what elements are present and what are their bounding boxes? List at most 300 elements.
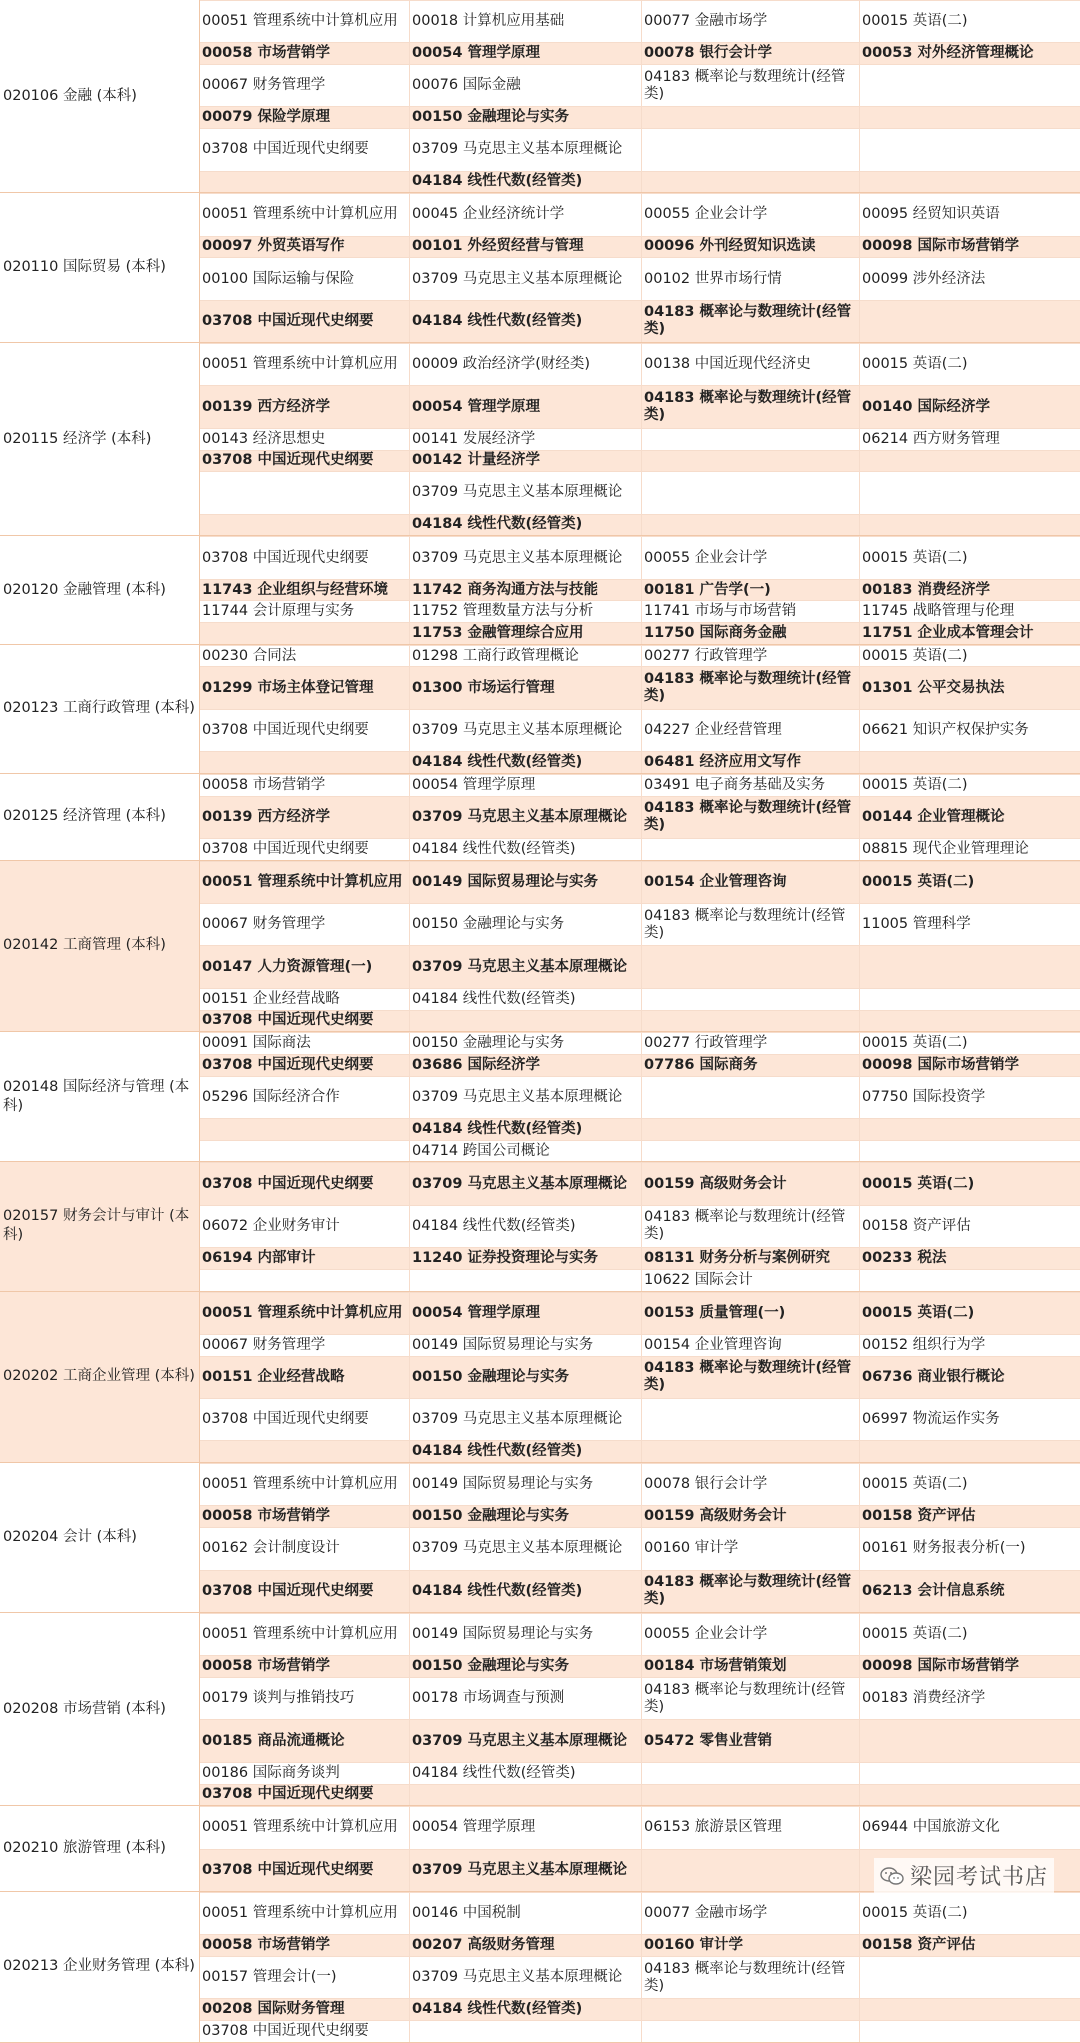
table-row [200,1998,1080,2020]
course-cell: 00159 高级财务会计 [642,1506,860,1527]
course-cell: 06153 旅游景区管理 [642,1807,860,1848]
course-cell [860,1720,1080,1761]
major-group [0,536,1080,644]
table-row [200,1140,1080,1162]
course-cell [642,1763,860,1784]
course-cell [200,623,410,644]
course-cell: 00161 财务报表分析(一) [862,1540,1026,1557]
course-cell [642,429,860,450]
course-cell: 00179 谈判与推销技巧 [200,1678,410,1719]
table-row [200,64,1080,106]
major-group [0,774,1080,861]
course-cell [860,1957,1080,1998]
course-cell: 00184 市场营销策划 [642,1656,860,1677]
course-cell [642,515,860,536]
course-cell: 00078 银行会计学 [642,43,860,64]
course-cell: 03709 马克思主义基本原理概论 [410,1528,642,1569]
course-cell: 00150 金融理论与实务 [410,904,642,945]
course-cell: 03709 马克思主义基本原理概论 [410,1077,642,1118]
course-cell: 04183 概率论与数理统计(经管类) [642,386,860,427]
major-group [0,1892,1080,2043]
course-cell: 00055 企业会计学 [642,194,860,235]
course-cell [200,1441,410,1462]
course-cell: 00153 质量管理(一) [642,1293,860,1334]
watermark-text: 梁园考试书店 [909,1865,1048,1890]
course-cell: 00151 企业经营战略 [200,1357,410,1398]
course-cell: 03708 中国近现代史纲要 [200,839,410,860]
course-cell [860,172,1080,193]
table-row [200,709,1080,751]
table-row [200,1076,1080,1118]
course-cell [642,1141,860,1162]
major-name: 020120 金融管理 (本科) [0,536,200,643]
course-cell [642,172,860,193]
course-cell: 06481 经济应用文写作 [642,752,860,773]
course-cell: 00277 行政管理学 [642,1033,860,1054]
course-cell [642,839,860,860]
course-cell: 00162 会计制度设计 [200,1528,410,1569]
course-cell: 11005 管理科学 [862,916,971,933]
course-cell: 00051 管理系统中计算机应用 [200,344,410,385]
course-cell: 11753 金融管理综合应用 [410,623,642,644]
table-row [200,1892,1080,1934]
course-cell: 03708 中国近现代史纲要 [200,2021,410,2042]
course-cell: 00015 英语(二) [862,1905,968,1922]
table-row [200,236,1080,258]
course-cell [860,1441,1080,1462]
course-cell: 00051 管理系统中计算机应用 [200,1614,410,1655]
major-name: 020157 财务会计与审计 (本科) [0,1162,200,1290]
course-cell [860,451,1080,472]
course-cell: 03709 马克思主义基本原理概论 [410,537,642,578]
major-group [0,0,1080,193]
course-cell: 06621 知识产权保护实务 [862,722,1029,739]
course-cell: 00077 金融市场学 [642,1893,860,1934]
course-cell [642,1077,860,1118]
course-cell: 06214 西方财务管理 [862,430,1000,447]
course-cell: 03709 马克思主义基本原理概论 [410,1957,642,1998]
course-cell: 00015 英语(二) [862,1626,968,1643]
course-cell: 00079 保险学原理 [200,107,410,128]
course-cell: 00154 企业管理咨询 [642,1335,860,1356]
course-cell: 00150 金融理论与实务 [410,1033,642,1054]
course-cell: 04184 线性代数(经管类) [410,172,642,193]
course-cell: 07750 国际投资学 [862,1088,986,1105]
major-group [0,861,1080,1033]
course-cell: 00160 审计学 [642,1935,860,1956]
course-cell: 04184 线性代数(经管类) [410,752,642,773]
table-row [200,1247,1080,1269]
course-cell: 03709 马克思主义基本原理概论 [410,258,642,299]
course-cell [200,172,410,193]
course-cell: 00054 管理学原理 [410,1293,642,1334]
course-cell: 00158 资产评估 [862,1217,971,1234]
course-cell: 00058 市场营销学 [200,1656,410,1677]
course-cell: 04714 跨国公司概论 [410,1141,642,1162]
table-row [200,193,1080,235]
course-cell: 11751 企业成本管理会计 [862,624,1034,641]
course-cell [860,1270,1080,1291]
table-row [200,1527,1080,1569]
course-cell [860,752,1080,773]
major-group [0,1032,1080,1162]
course-cell [642,1441,860,1462]
table-row [200,1334,1080,1356]
course-cell [860,2021,1080,2042]
course-cell [200,752,410,773]
course-cell: 00015 英语(二) [862,647,968,664]
course-cell: 00015 英语(二) [862,549,968,566]
course-cell [642,1399,860,1440]
course-cell: 00009 政治经济学(财经类) [410,344,642,385]
course-cell: 03709 马克思主义基本原理概论 [410,797,642,838]
major-group [0,645,1080,774]
course-cell: 00067 财务管理学 [200,904,410,945]
course-cell: 06213 会计信息系统 [862,1582,1005,1599]
course-cell: 05296 国际经济合作 [200,1077,410,1118]
course-cell [860,515,1080,536]
major-name: 020208 市场营销 (本科) [0,1613,200,1805]
table-row [200,1032,1080,1054]
course-cell: 00051 管理系统中计算机应用 [200,862,410,903]
course-cell: 00207 高级财务管理 [410,1935,642,1956]
course-cell [200,515,410,536]
course-cell: 00053 对外经济管理概论 [862,45,1034,62]
course-cell [642,989,860,1010]
course-cell: 03709 马克思主义基本原理概论 [410,1399,642,1440]
course-cell: 05472 零售业营销 [642,1720,860,1761]
table-row [200,1292,1080,1334]
course-cell [642,129,860,170]
course-cell: 01299 市场主体登记管理 [200,667,410,708]
course-cell: 04184 线性代数(经管类) [410,515,642,536]
table-row [200,1162,1080,1204]
table-row [200,1054,1080,1076]
course-cell: 03708 中国近现代史纲要 [200,301,410,342]
table-row [200,42,1080,64]
course-cell [200,1119,410,1140]
table-row [200,2020,1080,2042]
table-row [200,751,1080,773]
course-cell: 03708 中国近现代史纲要 [200,129,410,170]
course-cell: 00096 外刊经贸知识选读 [642,237,860,258]
course-cell: 00018 计算机应用基础 [410,1,642,42]
table-row [200,1613,1080,1655]
course-cell: 00139 西方经济学 [200,797,410,838]
course-cell: 00058 市场营销学 [200,1935,410,1956]
course-cell: 03708 中国近现代史纲要 [200,1850,410,1891]
course-cell [642,2021,860,2042]
course-cell: 01301 公平交易执法 [862,679,1005,696]
course-cell: 11743 企业组织与经营环境 [200,580,410,601]
course-cell [642,1011,860,1032]
course-cell: 00233 税法 [862,1250,947,1267]
table-row [200,1269,1080,1291]
course-cell: 03709 马克思主义基本原理概论 [410,710,642,751]
course-cell: 00076 国际金融 [410,65,642,106]
major-group [0,1463,1080,1613]
course-cell: 00099 涉外经济法 [862,270,986,287]
course-cell: 00150 金融理论与实务 [410,1506,642,1527]
major-group [0,1162,1080,1291]
course-cell: 03709 马克思主义基本原理概论 [410,1850,642,1891]
course-cell [860,129,1080,170]
course-cell: 00138 中国近现代经济史 [642,344,860,385]
table-row [200,343,1080,385]
course-cell: 00143 经济思想史 [200,429,410,450]
course-cell: 00015 英语(二) [862,1304,975,1321]
major-name: 020210 旅游管理 (本科) [0,1806,200,1891]
course-cell: 00098 国际市场营销学 [862,238,1019,255]
course-cell: 03709 马克思主义基本原理概论 [410,1163,642,1204]
table-row [200,1570,1080,1612]
course-cell: 04183 概率论与数理统计(经管类) [642,301,860,342]
table-row [200,1719,1080,1761]
table-row [200,903,1080,945]
course-cell: 00067 财务管理学 [200,1335,410,1356]
course-cell: 00054 管理学原理 [410,1807,642,1848]
course-cell: 04227 企业经营管理 [642,710,860,751]
course-cell: 03708 中国近现代史纲要 [200,1011,410,1032]
course-cell [860,65,1080,106]
course-cell [410,1011,642,1032]
course-cell: 03708 中国近现代史纲要 [200,537,410,578]
course-cell: 00077 金融市场学 [642,1,860,42]
table-row [200,861,1080,903]
course-cell: 10622 国际会计 [642,1270,860,1291]
course-cell [860,1119,1080,1140]
table-row [200,428,1080,450]
table-row [200,171,1080,193]
course-cell [860,1763,1080,1784]
course-cell: 06736 商业银行概论 [862,1368,1005,1385]
table-row [200,796,1080,838]
course-cell: 00178 市场调查与预测 [410,1678,642,1719]
course-cell: 00102 世界市场行情 [642,258,860,299]
course-cell: 04184 线性代数(经管类) [410,301,642,342]
course-cell [860,989,1080,1010]
course-cell: 00067 财务管理学 [200,65,410,106]
course-cell: 00208 国际财务管理 [200,1999,410,2020]
course-cell [860,946,1080,987]
table-row [200,0,1080,42]
course-cell: 00054 管理学原理 [410,43,642,64]
major-name: 020148 国际经济与管理 (本科) [0,1032,200,1161]
course-cell: 00078 银行会计学 [642,1464,860,1505]
course-cell [642,946,860,987]
course-cell: 08815 现代企业管理理论 [862,840,1029,857]
table-row [200,1356,1080,1398]
major-name: 020204 会计 (本科) [0,1463,200,1612]
wechat-icon [880,1867,904,1885]
course-cell [860,472,1080,513]
table-row [200,106,1080,128]
major-name: 020123 工商行政管理 (本科) [0,645,200,773]
course-cell: 00058 市场营销学 [200,1506,410,1527]
course-cell: 07786 国际商务 [642,1055,860,1076]
course-cell [410,1785,642,1806]
course-cell: 00154 企业管理咨询 [642,862,860,903]
table-row [200,300,1080,342]
course-cell: 00146 中国税制 [410,1893,642,1934]
course-cell: 00151 企业经营战略 [200,989,410,1010]
course-cell: 00051 管理系统中计算机应用 [200,1293,410,1334]
course-cell: 03709 马克思主义基本原理概论 [410,129,642,170]
course-cell: 04183 概率论与数理统计(经管类) [642,904,860,945]
table-row [200,1463,1080,1505]
major-group [0,1613,1080,1806]
course-cell: 03708 中国近现代史纲要 [200,1399,410,1440]
course-cell: 03708 中国近现代史纲要 [200,710,410,751]
major-name: 020142 工商管理 (本科) [0,861,200,1032]
table-row [200,622,1080,644]
course-cell: 03708 中国近现代史纲要 [200,1785,410,1806]
course-cell: 04184 线性代数(经管类) [410,1119,642,1140]
table-row [200,1655,1080,1677]
course-cell: 00149 国际贸易理论与实务 [410,1614,642,1655]
course-cell: 00150 金融理论与实务 [410,107,642,128]
course-cell: 11742 商务沟通方法与技能 [410,580,642,601]
table-row [200,257,1080,299]
course-cell: 04183 概率论与数理统计(经管类) [642,667,860,708]
course-cell: 00015 英语(二) [862,776,968,793]
course-cell: 04183 概率论与数理统计(经管类) [642,1571,860,1612]
course-cell: 00098 国际市场营销学 [862,1056,1019,1073]
course-cell: 11750 国际商务金融 [642,623,860,644]
course-cell: 03709 马克思主义基本原理概论 [410,946,642,987]
major-group [0,1292,1080,1464]
course-cell: 00181 广告学(一) [642,580,860,601]
major-group [0,343,1080,536]
course-cell: 04183 概率论与数理统计(经管类) [642,1678,860,1719]
course-cell: 00058 市场营销学 [200,775,410,796]
course-cell: 00101 外经贸经营与管理 [410,237,642,258]
major-name: 020110 国际贸易 (本科) [0,193,200,342]
course-cell: 00051 管理系统中计算机应用 [200,1893,410,1934]
major-name: 020115 经济学 (本科) [0,343,200,535]
course-cell: 00015 英语(二) [862,873,975,890]
course-cell [860,1785,1080,1806]
course-cell [642,1850,860,1891]
major-name: 020125 经济管理 (本科) [0,774,200,860]
table-row [200,1010,1080,1032]
course-cell [410,2021,642,2042]
course-cell [642,1999,860,2020]
course-cell: 03708 中国近现代史纲要 [200,1571,410,1612]
course-cell: 03708 中国近现代史纲要 [200,1055,410,1076]
course-cell: 00149 国际贸易理论与实务 [410,862,642,903]
course-cell: 00150 金融理论与实务 [410,1357,642,1398]
course-cell: 00186 国际商务谈判 [200,1763,410,1784]
course-cell: 04183 概率论与数理统计(经管类) [642,65,860,106]
course-cell [200,1141,410,1162]
course-cell: 04183 概率论与数理统计(经管类) [642,1957,860,1998]
table-row [200,1440,1080,1462]
course-cell: 00149 国际贸易理论与实务 [410,1335,642,1356]
table-row [200,1205,1080,1247]
course-cell: 00045 企业经济统计学 [410,194,642,235]
course-cell: 00150 金融理论与实务 [410,1656,642,1677]
course-cell: 04184 线性代数(经管类) [410,1763,642,1784]
table-row [200,666,1080,708]
course-cell [200,1270,410,1291]
course-cell: 03709 马克思主义基本原理概论 [410,1720,642,1761]
course-cell [860,1011,1080,1032]
table-row [200,1677,1080,1719]
course-cell: 00149 国际贸易理论与实务 [410,1464,642,1505]
course-cell: 00051 管理系统中计算机应用 [200,1464,410,1505]
course-cell: 04184 线性代数(经管类) [410,1999,642,2020]
course-cell [860,1141,1080,1162]
course-cell: 03708 中国近现代史纲要 [200,1163,410,1204]
course-cell: 00054 管理学原理 [410,775,642,796]
course-cell: 00097 外贸英语写作 [200,237,410,258]
course-cell [860,301,1080,342]
course-cell: 00051 管理系统中计算机应用 [200,194,410,235]
table-row [200,450,1080,472]
table-row [200,536,1080,578]
course-cell: 00144 企业管理概论 [862,808,1005,825]
course-cell [410,1270,642,1291]
course-cell: 11744 会计原理与实务 [200,601,410,622]
course-cell: 03491 电子商务基础及实务 [642,775,860,796]
course-cell [642,1119,860,1140]
course-cell: 04183 概率论与数理统计(经管类) [642,1206,860,1247]
course-cell: 00158 资产评估 [862,1508,976,1525]
course-cell: 00055 企业会计学 [642,1614,860,1655]
course-cell: 04184 线性代数(经管类) [410,1441,642,1462]
major-name: 020213 企业财务管理 (本科) [0,1892,200,2042]
course-cell: 00157 管理会计(一) [200,1957,410,1998]
table-row [200,128,1080,170]
course-cell: 00141 发展经济学 [410,429,642,450]
course-cell: 00100 国际运输与保险 [200,258,410,299]
table-row [200,1956,1080,1998]
course-cell: 04184 线性代数(经管类) [410,1206,642,1247]
course-cell: 00055 企业会计学 [642,537,860,578]
course-cell: 00098 国际市场营销学 [862,1658,1019,1675]
course-cell: 00054 管理学原理 [410,386,642,427]
course-cell: 00230 合同法 [200,646,410,667]
course-cell: 03708 中国近现代史纲要 [200,451,410,472]
table-row [200,1398,1080,1440]
course-cell: 00015 英语(二) [862,13,968,30]
table-row [200,385,1080,427]
table-row [200,514,1080,536]
course-cell: 11745 战略管理与伦理 [862,603,1015,620]
major-name: 020202 工商企业管理 (本科) [0,1292,200,1463]
course-cell: 00160 审计学 [642,1528,860,1569]
course-cell [860,1999,1080,2020]
course-cell: 00091 国际商法 [200,1033,410,1054]
course-cell [642,451,860,472]
course-cell [642,1785,860,1806]
table-row [200,1118,1080,1140]
course-cell: 06997 物流运作实务 [862,1411,1000,1428]
table-row [200,838,1080,860]
watermark [874,1858,1054,1893]
course-cell: 03686 国际经济学 [410,1055,642,1076]
course-cell: 08131 财务分析与案例研究 [642,1248,860,1269]
course-cell: 04184 线性代数(经管类) [410,989,642,1010]
table-row [200,774,1080,796]
course-cell: 00159 高级财务会计 [642,1163,860,1204]
course-cell: 00183 消费经济学 [862,1690,986,1707]
table-row [200,1762,1080,1784]
course-cell: 11752 管理数量方法与分析 [410,601,642,622]
course-cell: 01298 工商行政管理概论 [410,646,642,667]
course-cell: 00051 管理系统中计算机应用 [200,1807,410,1848]
